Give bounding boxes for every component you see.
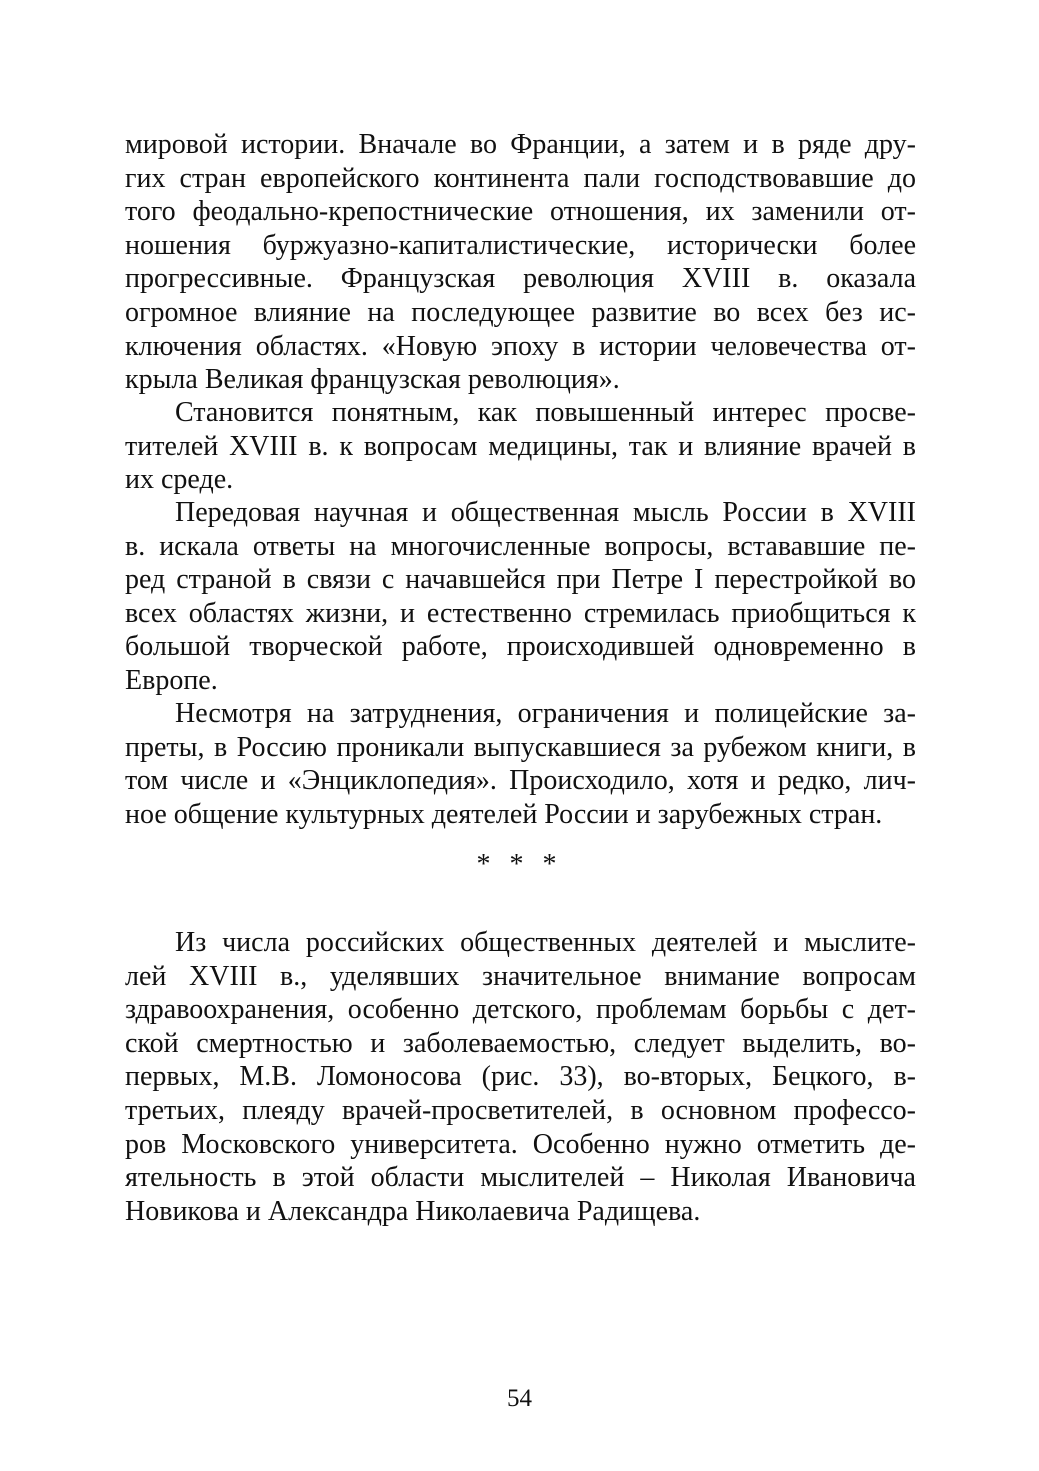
page-number: 54: [507, 1385, 532, 1412]
text-line: ное общение культурных деятелей России и зарубежных стран.: [125, 798, 883, 830]
paragraph-enlighteners-medicine: [125, 396, 916, 497]
text-line: в. искала ответы на многочисленные вопросы, встававшие пе-: [125, 530, 916, 562]
text-line: крыла Великая французская революция».: [125, 364, 620, 396]
text-line: ношения буржуазно-капиталистические, исторически более: [125, 229, 916, 261]
text-line: Передовая научная и общественная мысль России в XVIII: [175, 497, 916, 528]
section-separator: * * *: [476, 849, 563, 880]
text-line: первых, М.В. Ломоносова (рис. 33), во-вторых, Бецкого, в-: [125, 1061, 916, 1093]
text-line: Становится понятным, как повышенный интерес просве-: [175, 397, 916, 428]
text-line: всех областях жизни, и естественно стремилась приобщиться к: [125, 597, 916, 629]
text-line: Из числа российских общественных деятелей и мыслите-: [175, 927, 916, 958]
text-line: преты, в Россию проникали выпускавшиеся за рубежом книги, в: [125, 731, 916, 763]
text-line: огромное влияние на последующее развитие во всех без ис-: [125, 296, 916, 328]
text-line: гих стран европейского континента пали господствовавшие до: [125, 162, 916, 194]
paragraph-russian-thinkers: [125, 926, 916, 1228]
text-line: третьих, плеяду врачей-просветителей, в основном профессо-: [125, 1094, 916, 1126]
text-line: лей XVIII в., уделявших значительное внимание вопросам: [125, 960, 916, 992]
text-line: большой творческой работе, происходившей одновременно в: [125, 631, 916, 663]
text-line: ред страной в связи с начавшейся при Петре I перестройкой во: [125, 564, 916, 596]
text-line: Новикова и Александра Николаевича Радищева.: [125, 1195, 701, 1227]
text-line: том числе и «Энциклопедия». Происходило, хотя и редко, лич-: [125, 765, 916, 797]
text-line: Европе.: [125, 664, 218, 696]
text-line: тителей XVIII в. к вопросам медицины, так и влияние врачей в: [125, 430, 916, 462]
text-line: прогрессивные. Французская революция XVIII в. оказала: [125, 263, 916, 295]
text-line: мировой истории. Вначале во Франции, а затем и в ряде дру-: [125, 129, 916, 160]
paragraph-censorship: [125, 697, 916, 831]
text-line: ров Московского университета. Особенно нужно отметить де-: [125, 1128, 916, 1160]
paragraph-french-revolution: [125, 128, 916, 397]
text-line: ключения областях. «Новую эпоху в истории человечества от-: [125, 330, 916, 362]
text-line: того феодально-крепостнические отношения, их заменили от-: [125, 196, 916, 228]
text-line: Несмотря на затруднения, ограничения и полицейские за-: [175, 698, 916, 729]
text-line: их среде.: [125, 464, 234, 496]
text-line: здравоохранения, особенно детского, проблемам борьбы с дет-: [125, 994, 916, 1026]
text-line: ской смертностью и заболеваемостью, следует выделить, во-: [125, 1027, 916, 1059]
paragraph-russian-thought: [125, 496, 916, 698]
text-line: ятельность в этой области мыслителей – Николая Ивановича: [125, 1162, 916, 1194]
